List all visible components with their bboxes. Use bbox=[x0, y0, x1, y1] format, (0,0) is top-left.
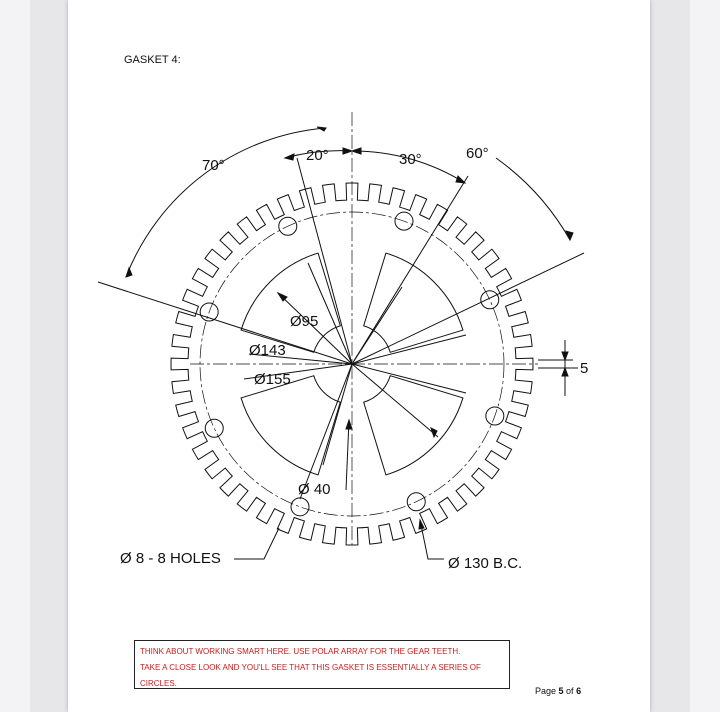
gasket-drawing bbox=[68, 0, 650, 712]
angle-70-arc bbox=[126, 128, 326, 277]
bolt-hole bbox=[291, 498, 309, 516]
page-number bbox=[535, 686, 581, 696]
document-page bbox=[68, 0, 650, 712]
angle-20-ref-line bbox=[297, 158, 352, 364]
viewer-right-gutter bbox=[690, 0, 720, 712]
page-current: 5 bbox=[558, 686, 564, 696]
label-dia-40: Ø 40 bbox=[298, 481, 331, 498]
sector-cutout bbox=[241, 376, 340, 475]
gap-arrow-bottom bbox=[562, 368, 568, 376]
label-holes: Ø 8 - 8 HOLES bbox=[120, 550, 221, 567]
label-gap-5: 5 bbox=[580, 360, 589, 377]
sector-cutout bbox=[364, 376, 463, 475]
page-prefix: Page bbox=[535, 686, 559, 696]
label-angle-30: 30° bbox=[399, 151, 422, 168]
dia-40-arrow bbox=[346, 420, 352, 429]
note-line-3: CIRCLES. bbox=[140, 679, 177, 688]
radial-line-e1 bbox=[352, 335, 466, 364]
bolt-hole bbox=[481, 291, 499, 309]
label-angle-60: 60° bbox=[466, 145, 489, 162]
label-angle-70: 70° bbox=[202, 157, 225, 174]
label-dia-143: Ø143 bbox=[249, 342, 286, 359]
label-dia-95: Ø95 bbox=[290, 313, 319, 330]
bc-leader bbox=[420, 520, 444, 559]
label-angle-20: 20° bbox=[306, 147, 329, 164]
page-title: GASKET 4: bbox=[124, 54, 181, 66]
sector-cutout bbox=[364, 253, 463, 352]
note-line-2: TAKE A CLOSE LOOK AND YOU'LL SEE THAT THIS GASKET IS ESSENTIALLY A SERIES OF bbox=[140, 663, 481, 672]
page-total: 6 bbox=[576, 686, 582, 696]
instruction-note bbox=[134, 640, 510, 689]
holes-leader bbox=[234, 528, 279, 559]
dia-40-leader bbox=[346, 420, 349, 490]
page-middle: of bbox=[563, 686, 577, 696]
label-bolt-circle: Ø 130 B.C. bbox=[448, 555, 523, 572]
arrow-30-start bbox=[352, 148, 361, 154]
arrow-70-start bbox=[126, 268, 132, 277]
note-line-1: THINK ABOUT WORKING SMART HERE. USE POLAR ARRAY FOR THE GEAR TEETH. bbox=[140, 647, 461, 656]
arrow-30-end bbox=[456, 176, 465, 183]
viewer-left-gutter bbox=[0, 0, 30, 712]
label-dia-155: Ø155 bbox=[254, 371, 291, 388]
gap-arrow-top bbox=[562, 352, 568, 360]
arrow-20-start bbox=[285, 154, 294, 160]
angle-60-arc bbox=[496, 158, 570, 240]
radial-line-sw bbox=[300, 364, 352, 499]
